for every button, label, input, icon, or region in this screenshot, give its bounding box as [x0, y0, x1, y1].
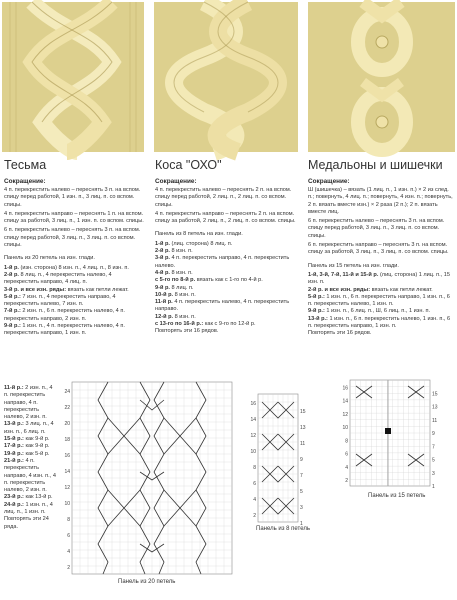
knitting-chart-medallions	[340, 378, 440, 490]
row-number: 14	[250, 417, 256, 424]
section-oxo	[155, 158, 301, 336]
instruction-row: 9-й р.: 1 изн. п., 4 п. перекрестить налево, 4 п. перекрестить направо, 1 изн. п.	[4, 323, 125, 337]
row-number: 9	[300, 457, 303, 464]
row-number: 6	[253, 481, 256, 488]
row-number: 15	[432, 391, 438, 398]
instruction-row: 11-й р.: 2 изн. п., 4 п. перекрестить направо, 4 п. перекрестить налево, 2 изн. п.	[4, 385, 53, 421]
row-number: 8	[67, 517, 70, 524]
instruction-row: 5-й р.: 1 изн. п., 6 п. перекрестить направо, 1 изн. п., 6 п. перекрестить налево, 1 изн. п.	[308, 293, 450, 308]
row-number: 18	[64, 437, 70, 444]
row-number: 12	[342, 411, 348, 418]
abbrev-heading: Сокращение:	[308, 178, 350, 185]
section-title: Медальоны и шишечки	[308, 158, 443, 172]
instruction-row: 11-й р. 4 п. перекрестить налево, 4 п. перекрестить направо.	[155, 299, 290, 313]
row-number: 1	[432, 484, 435, 491]
instruction-row: с 5-го по 8-й р. вязать как с 1-го по 4-й р.	[155, 277, 263, 284]
row-number: 9	[432, 431, 435, 438]
repeat-note: Повторять эти 16 рядов.	[308, 330, 372, 337]
repeat-note: Повторять эти 24 ряда.	[4, 516, 49, 530]
instruction-row: 5-й р.: 7 изн. п., 4 перекрестить направо, 4 перекрестить налево, 7 изн. п.	[4, 293, 116, 308]
knitting-chart-tesma	[58, 380, 246, 576]
instruction-row: 19-й р.: как 5-й р.	[4, 450, 50, 457]
row-number: 8	[253, 465, 256, 472]
row-number: 4	[67, 549, 70, 556]
instruction-row: 21-й р.: 4 п. перекрестить направо, 4 изн. п., 4 п. перекрестить налево, 2 изн. п.	[4, 457, 56, 494]
row-number: 4	[253, 497, 256, 504]
row-number: 16	[250, 401, 256, 408]
abbrev-heading: Сокращение:	[155, 178, 197, 185]
section-title: Коса "ОХО"	[155, 158, 222, 172]
instruction-row: 1-й р. (изн. сторона) 8 изн. п., 4 лиц. п., 8 изн. п.	[4, 264, 129, 271]
repeat-note: Повторять эти 16 рядов.	[155, 328, 219, 335]
instruction-row: 15-й р.: как 9-й р.	[4, 436, 50, 443]
section-tesma	[4, 158, 146, 338]
instruction-row: 23-й р.: как 13-й р.	[4, 494, 53, 501]
row-list	[4, 265, 146, 338]
row-number: 10	[64, 501, 70, 508]
row-number: 6	[345, 451, 348, 458]
row-number: 14	[64, 469, 70, 476]
abbrev-text: 6 п. перекрестить налево – переснять 3 п. на вспом. спицу перед работой, 3 лиц. п., 3 лиц. п. со вспом. спицы.	[4, 227, 141, 249]
instruction-row: 13-й р.: 1 изн. п., 6 п. перекрестить налево, 1 изн. п., 6 п. перекрестить направо, 1 изн. п.	[308, 315, 451, 330]
instruction-row: 2-й р. 8 лиц. п., 4 перекрестить налево, 4 перекрестить направо, 4 лиц. п.	[4, 271, 112, 286]
row-number: 10	[250, 449, 256, 456]
instruction-row: 24-й р.: 1 изн. п., 4 лиц. п., 1 изн. п.	[4, 501, 53, 516]
row-number: 15	[300, 409, 306, 416]
chart-caption: Панель из 20 петель	[118, 579, 176, 585]
instruction-row: 10-й р. 8 изн. п.	[155, 291, 196, 298]
abbrev-text: 4 п. перекрестить направо – переснять 2 п. на вспом. спицу за работой, 2 лиц. п., 2 лиц. п. со вспом. спицы.	[155, 210, 296, 225]
row-number: 11	[432, 417, 438, 424]
row-number: 3	[300, 505, 303, 512]
panel-intro: Панель из 20 петель на изн. глади.	[4, 255, 95, 262]
row-number: 8	[345, 438, 348, 445]
instruction-row: 2-й р. и все изн. ряды: вязать как петли лежат.	[308, 286, 433, 293]
row-number: 14	[342, 398, 348, 405]
instruction-row: 12-й р. 8 изн. п.	[155, 313, 196, 320]
panel-intro: Панель из 8 петель на изн. глади.	[155, 231, 243, 238]
row-number: 5	[432, 457, 435, 464]
row-number: 2	[253, 513, 256, 520]
row-number: 7	[432, 444, 435, 451]
photo-braid-oxo	[154, 2, 298, 152]
abbrev-text: 4 п. перекрестить налево – переснять 3 п. на вспом. спицу перед работой, 1 изн. п., 3 лиц. п. со вспом. спицы.	[4, 187, 141, 208]
bobble-symbol	[385, 428, 391, 434]
row-number: 2	[67, 565, 70, 572]
row-number: 6	[67, 533, 70, 540]
instruction-row: 9-й р.: 1 изн. п., 6 лиц. п., Ш, 6 лиц. п., 1 изн. п.	[308, 308, 431, 315]
instruction-row: 13-й р.: 3 лиц. п., 4 изн. п., 6 лиц. п.	[4, 421, 54, 435]
row-number: 16	[64, 453, 70, 460]
row-number: 2	[345, 478, 348, 485]
abbrev-text: Ш (шишечка) – вязать (1 лиц. п., 1 изн. п.) × 2 из след. п.; повернуть, 4 лиц. п.; повернуть, 4 изн. п.; повернуть, 2 п. вязать вместе изн.) × 2 раза (2 п.); 2 п. вязать вместе лиц.	[308, 187, 453, 215]
row-number: 13	[432, 404, 438, 411]
photo-braid-tesma	[2, 2, 144, 152]
abbrev-heading: Сокращение:	[4, 178, 46, 185]
instruction-row: 2-й р. 8 изн. п.	[155, 248, 193, 255]
instruction-row: 7-й р.: 2 изн. п., 6 п. перекрестить налево, 4 п. перекрестить направо, 2 изн. п.	[4, 308, 125, 322]
instruction-row: 1-й, 3-й, 7-й, 11-й и 15-й р. (лиц. сторона) 1 лиц. п., 15 изн. п.	[308, 271, 451, 286]
row-number: 24	[64, 389, 70, 396]
row-number: 4	[345, 464, 348, 471]
section-title: Тесьма	[4, 158, 47, 172]
row-number: 12	[250, 433, 256, 440]
chart-caption: Панель из 8 петель	[256, 526, 310, 532]
abbrev-text: 4 п. перекрестить налево – переснять 2 п. на вспом. спицу перед работой, 2 лиц. п., 2 лиц. п. со вспом. спицы.	[155, 187, 292, 208]
row-number: 20	[64, 421, 70, 428]
row-number: 16	[342, 385, 348, 392]
row-number: 3	[432, 470, 435, 477]
abbrev-text: 6 п. перекрестить направо – переснять 3 п. на вспом. спицу за работой, 3 лиц. п., 3 лиц. п. со вспом. спицы.	[308, 242, 449, 256]
instruction-row: 9-й р. 8 лиц. п.	[155, 284, 194, 291]
chart-caption: Панель из 15 петель	[368, 493, 426, 499]
abbrev-text: 6 п. перекрестить налево – переснять 3 п. на вспом. спицу перед работой, 3 лиц. п., 3 лиц. п. со вспом. спицы.	[308, 218, 445, 239]
instruction-row: 3-й р. 4 п. перекрестить направо, 4 п. перекрестить налево.	[155, 255, 290, 269]
panel-intro: Панель из 15 петель на изн. глади.	[308, 262, 399, 269]
row-number: 7	[300, 473, 303, 480]
row-number: 13	[300, 425, 306, 432]
row-number: 5	[300, 489, 303, 496]
knitting-chart-oxo	[248, 392, 308, 528]
row-number: 12	[64, 485, 70, 492]
instruction-row: 17-й р.: как 9-й р.	[4, 443, 50, 450]
row-number: 11	[300, 441, 306, 448]
instruction-row: 3-й р. и все изн. ряды: вязать как петли лежат.	[4, 286, 129, 293]
row-list-continued	[4, 385, 56, 531]
instruction-row: 1-й р. (лиц. сторона) 8 лиц. п.	[155, 240, 233, 247]
row-number: 1	[300, 521, 303, 528]
photo-medallions-bobbles	[308, 2, 455, 152]
section-medallions	[308, 158, 454, 338]
row-number: 22	[64, 405, 70, 412]
instruction-row: 4-й р. 8 изн. п.	[155, 269, 193, 276]
row-number: 10	[342, 425, 348, 432]
abbrev-text: 4 п. перекрестить направо – переснять 1 п. на вспом. спицу за работой, 3 лиц. п., 1 изн. п. со вспом. спицы.	[4, 210, 144, 225]
instruction-row: с 13-го по 16-й р.: как с 9-го по 12-й р.	[155, 321, 256, 328]
